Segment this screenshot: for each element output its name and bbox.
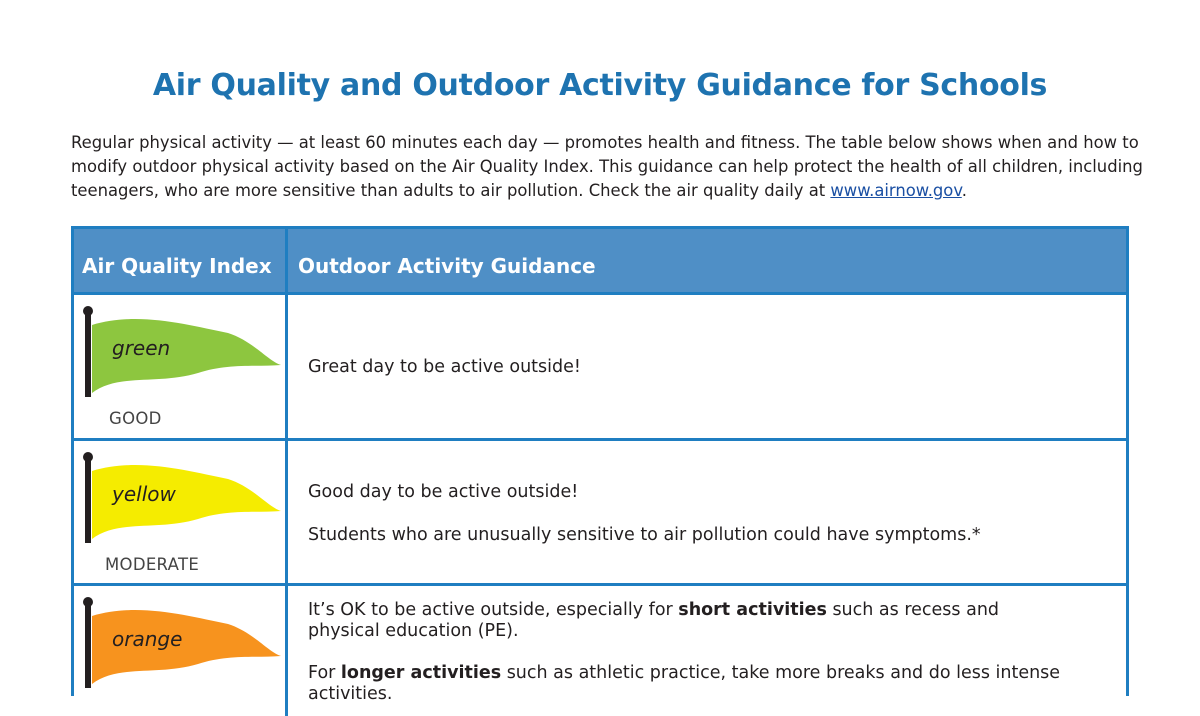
guidance-cell	[288, 441, 1126, 583]
intro-paragraph	[71, 131, 1146, 203]
flag-label: green	[112, 336, 171, 360]
yellow-flag-icon	[78, 449, 288, 547]
orange-flag-icon	[78, 594, 288, 692]
guidance-text	[308, 663, 1068, 705]
guidance-text: Great day to be active outside!	[308, 357, 581, 377]
aqi-cell	[74, 295, 288, 438]
guidance-text: Good day to be active outside!	[308, 482, 579, 502]
guidance-text-post: such as athletic practice, take more breaks and do less intense activities.	[308, 663, 1061, 704]
guidance-text-post: such as recess and physical education (PE).	[308, 600, 1000, 641]
page-title: Air Quality and Outdoor Activity Guidance for Schools	[152, 68, 1048, 103]
guidance-text-pre: It’s OK to be active outside, especially for	[308, 600, 679, 620]
level-label: MODERATE	[105, 555, 200, 574]
guidance-cell	[288, 295, 1126, 438]
flag-label: orange	[112, 627, 183, 651]
guidance-cell	[288, 586, 1126, 716]
aqi-cell	[74, 441, 288, 583]
guidance-text: Students who are unusually sensitive to air pollution could have symptoms.*	[308, 525, 981, 545]
table-header	[74, 229, 1126, 295]
guidance-text-pre: For	[308, 663, 341, 683]
level-label: GOOD	[109, 409, 162, 428]
intro-end: .	[961, 181, 967, 200]
aqi-guidance-table	[71, 226, 1129, 704]
guidance-text-bold: longer activities	[340, 663, 502, 683]
intro-text: Regular physical activity — at least 60 minutes each day — promotes health and fitness. The table below shows when and how to modify outdoor physical activity based on the Air Quality Index. This guidance can help protect the health of all children, including teenagers, who are more sensitive than adults to air pollution. Check the air quality daily at	[71, 133, 1143, 200]
table-row-yellow	[74, 441, 1126, 586]
airnow-link[interactable]: www.airnow.gov	[830, 181, 962, 200]
column-header-aqi: Air Quality Index	[74, 229, 288, 292]
table-row-green	[74, 295, 1126, 441]
table-row-orange	[74, 586, 1126, 716]
flag-label: yellow	[112, 482, 176, 506]
aqi-cell	[74, 586, 288, 716]
column-header-guidance: Outdoor Activity Guidance	[298, 254, 596, 278]
guidance-text-bold: short activities	[678, 600, 827, 620]
green-flag-icon	[78, 303, 288, 401]
guidance-text	[308, 600, 1068, 642]
